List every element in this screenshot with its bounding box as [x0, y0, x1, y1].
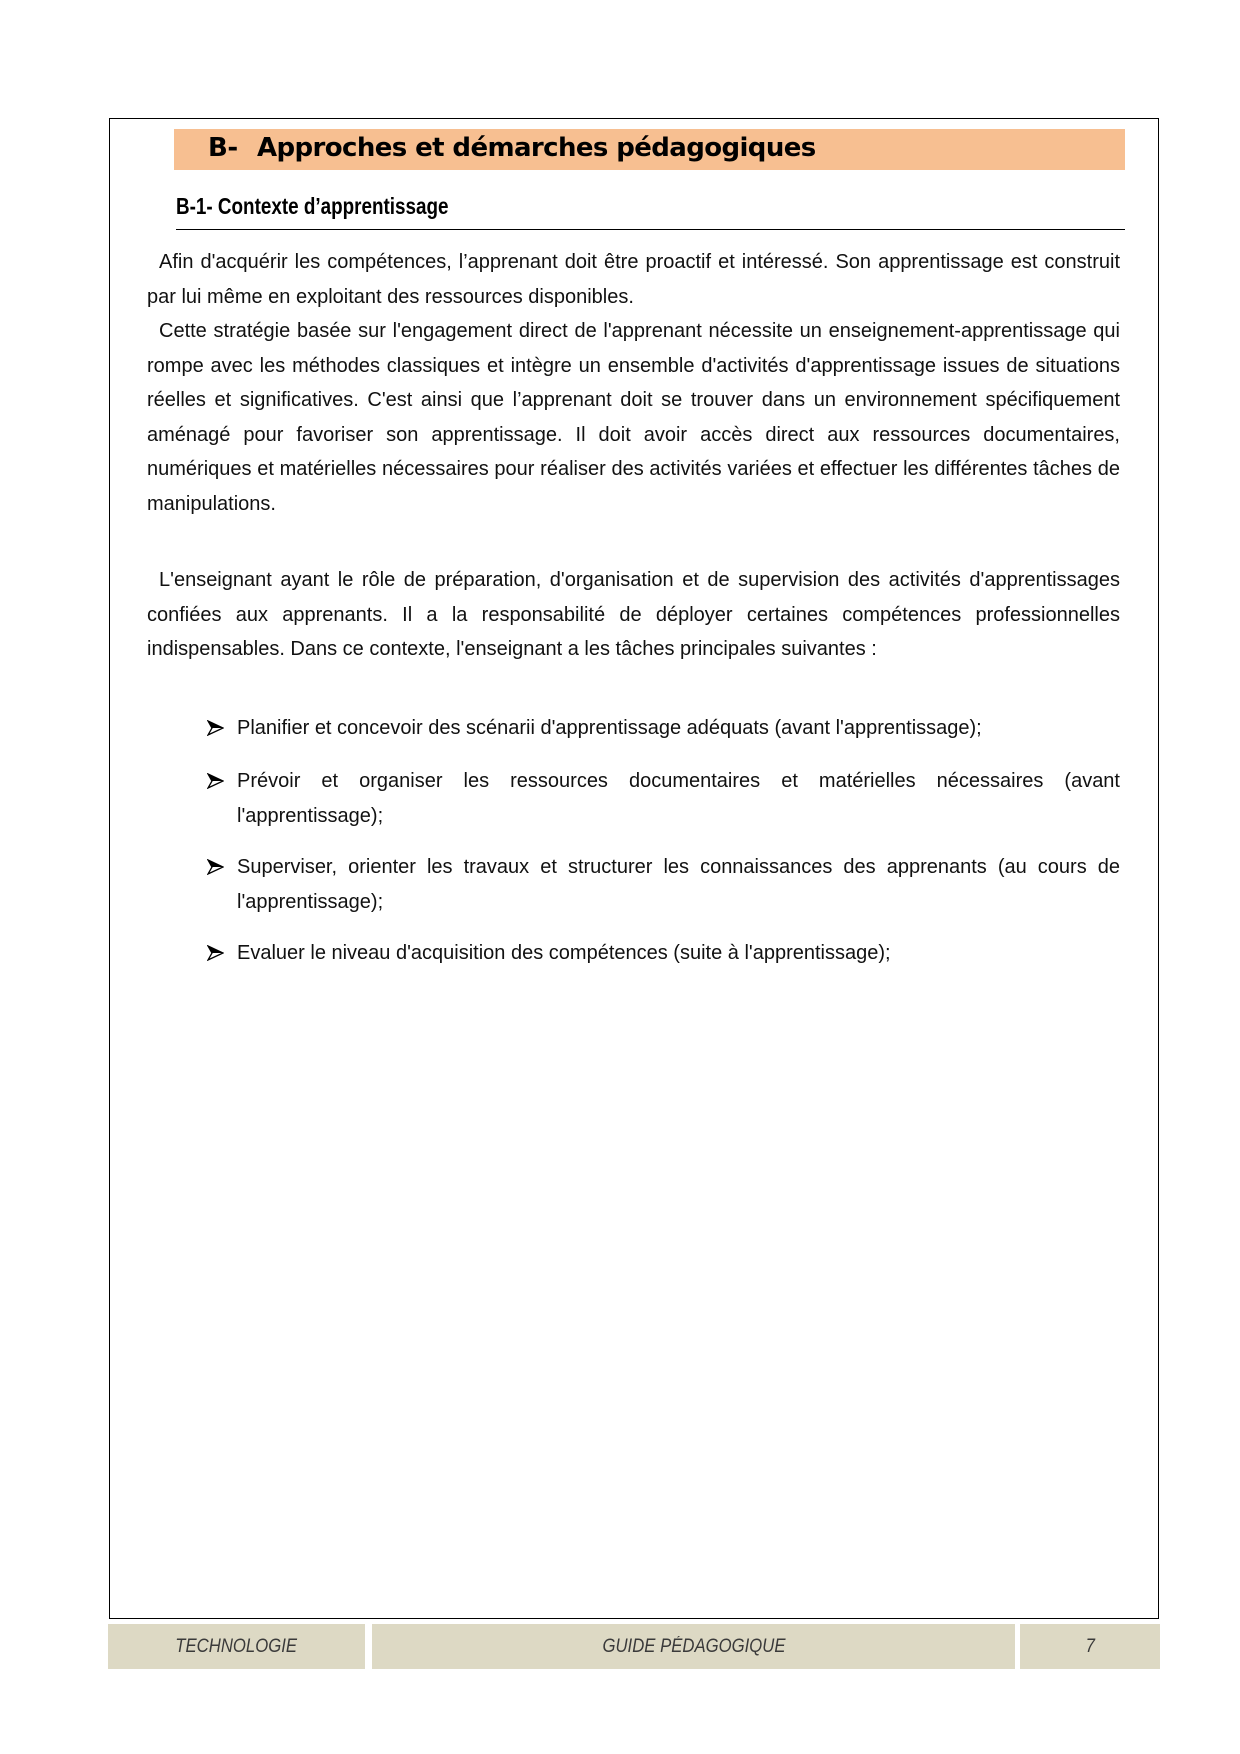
list-item-text: Superviser, orienter les travaux et structurer les connaissances des apprenants (au cours de l'apprentissage); [237, 856, 1120, 913]
list-item-text: Evaluer le niveau d'acquisition des compétences (suite à l'apprentissage); [237, 942, 891, 964]
subsection-underline [176, 229, 1125, 230]
paragraph-1-text: Afin d'acquérir les compétences, l’apprenant doit être proactif et intéressé. Son apprentissage est construit par lui même en exploitant des ressources disponibles. [147, 251, 1120, 308]
paragraph-2 [147, 314, 1120, 521]
paragraph-3 [147, 563, 1120, 667]
footer-doc-title [372, 1624, 1015, 1669]
paragraph-1 [147, 245, 1120, 314]
arrowhead-bullet-icon [207, 936, 229, 961]
paragraph-3-text: L'enseignant ayant le rôle de préparation, d'organisation et de supervision des activités d'apprentissages confiées aux apprenants. Il a la responsabilité de déployer certaines compétences professionnelles indispensables. Dans ce contexte, l'enseignant a les tâches principales suivantes : [147, 569, 1120, 660]
list-item [207, 850, 1120, 919]
footer-page-number [1020, 1624, 1160, 1669]
list-item-text: Prévoir et organiser les ressources documentaires et matérielles nécessaires (avant l'apprentissage); [237, 770, 1120, 827]
list-item-text: Planifier et concevoir des scénarii d'apprentissage adéquats (avant l'apprentissage); [237, 717, 982, 739]
page-number: 7 [1085, 1635, 1095, 1657]
subsection-title: B-1- Contexte d’apprentissage [176, 193, 449, 219]
section-title: Approches et démarches pédagogiques [257, 133, 816, 163]
list-item [207, 764, 1120, 833]
section-heading-band [174, 129, 1125, 170]
arrowhead-bullet-icon [207, 711, 229, 736]
footer-doc-title-text: GUIDE PÉDAGOGIQUE [601, 1635, 786, 1657]
arrowhead-bullet-icon [207, 764, 229, 789]
footer-subject-text: TECHNOLOGIE [175, 1635, 298, 1657]
list-item [207, 936, 1120, 971]
arrowhead-bullet-icon [207, 850, 229, 875]
section-number: B- [208, 133, 238, 163]
footer-subject [108, 1624, 365, 1669]
list-item [207, 711, 1120, 746]
paragraph-2-text: Cette stratégie basée sur l'engagement direct de l'apprenant nécessite un enseignement-apprentissage qui rompe avec les méthodes classiques et intègre un ensemble d'activités d'apprentissage issues de situations réelles et significatives. C'est ainsi que l’apprenant doit se trouver dans un environnement spécifiquement aménagé pour favoriser son apprentissage. Il doit avoir accès direct aux ressources documentaires, numériques et matérielles nécessaires pour réaliser des activités variées et effectuer les différentes tâches de manipulations. [147, 320, 1120, 515]
